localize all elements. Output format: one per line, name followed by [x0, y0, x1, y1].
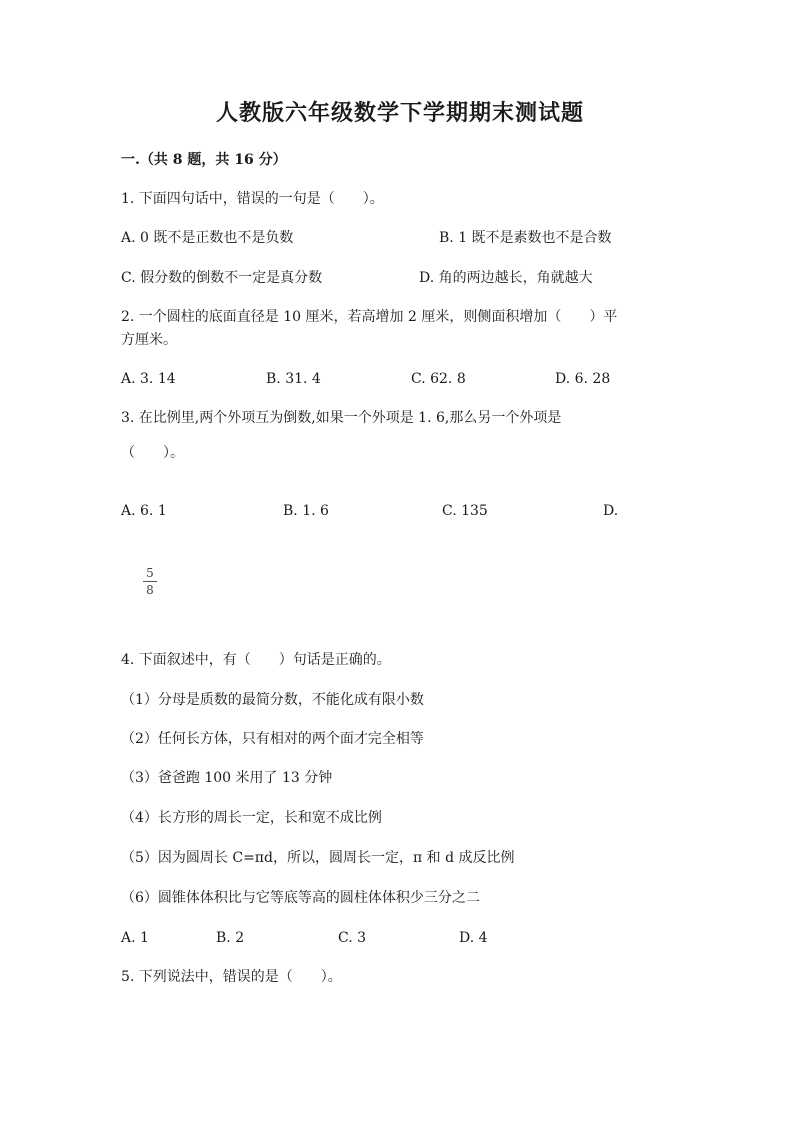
question-4-option-a: A. 1	[121, 930, 149, 946]
question-2-option-a: A. 3. 14	[121, 371, 176, 387]
section-heading: 一.（共 8 题，共 16 分）	[121, 152, 287, 168]
question-1-option-c: C. 假分数的倒数不一定是真分数	[121, 270, 323, 286]
question-1-stem: 1. 下面四句话中，错误的一句是（ ）。	[121, 191, 384, 207]
question-4-option-c: C. 3	[338, 930, 367, 946]
fraction-denominator: 8	[146, 583, 154, 597]
question-2-option-c: C. 62. 8	[411, 371, 466, 387]
question-2-option-b: B. 31. 4	[266, 371, 321, 387]
question-2-stem-line2: 方厘米。	[121, 332, 177, 348]
question-3-option-d-fraction	[143, 566, 157, 597]
question-4-stem: 4. 下面叙述中，有（ ）句话是正确的。	[121, 652, 391, 668]
question-3-option-a: A. 6. 1	[121, 503, 167, 519]
question-4-option-b: B. 2	[216, 930, 245, 946]
question-4-item-6: （6）圆锥体体积比与它等底等高的圆柱体体积少三分之二	[121, 890, 480, 906]
page-title: 人教版六年级数学下学期期末测试题	[215, 100, 584, 126]
fraction-numerator: 5	[146, 566, 154, 580]
question-4-item-4: （4）长方形的周长一定，长和宽不成比例	[121, 810, 382, 826]
question-2-stem-line1: 2. 一个圆柱的底面直径是 10 厘米，若高增加 2 厘米，则侧面积增加（ ）平	[121, 309, 618, 325]
question-3-option-b: B. 1. 6	[283, 503, 329, 519]
question-4-item-1: （1）分母是质数的最简分数，不能化成有限小数	[121, 692, 424, 708]
question-3-option-c: C. 135	[442, 503, 488, 519]
question-4-item-2: （2）任何长方体，只有相对的两个面才完全相等	[121, 731, 424, 747]
question-4-option-d: D. 4	[459, 930, 488, 946]
question-4-item-3: （3）爸爸跑 100 米用了 13 分钟	[121, 770, 333, 786]
question-3-stem-line1: 3. 在比例里,两个外项互为倒数,如果一个外项是 1. 6,那么另一个外项是	[121, 410, 562, 426]
question-4-item-5: （5）因为圆周长 C=πd，所以，圆周长一定，π 和 d 成反比例	[121, 850, 515, 866]
question-3-stem-line2: （ ）。	[121, 445, 184, 461]
fraction-bar	[143, 581, 157, 582]
question-1-option-b: B. 1 既不是素数也不是合数	[439, 230, 612, 246]
question-1-option-d: D. 角的两边越长，角就越大	[419, 270, 593, 286]
question-5-stem: 5. 下列说法中，错误的是（ ）。	[121, 969, 342, 985]
question-3-option-d: D.	[603, 503, 619, 519]
question-2-option-d: D. 6. 28	[555, 371, 611, 387]
question-1-option-a: A. 0 既不是正数也不是负数	[121, 230, 294, 246]
